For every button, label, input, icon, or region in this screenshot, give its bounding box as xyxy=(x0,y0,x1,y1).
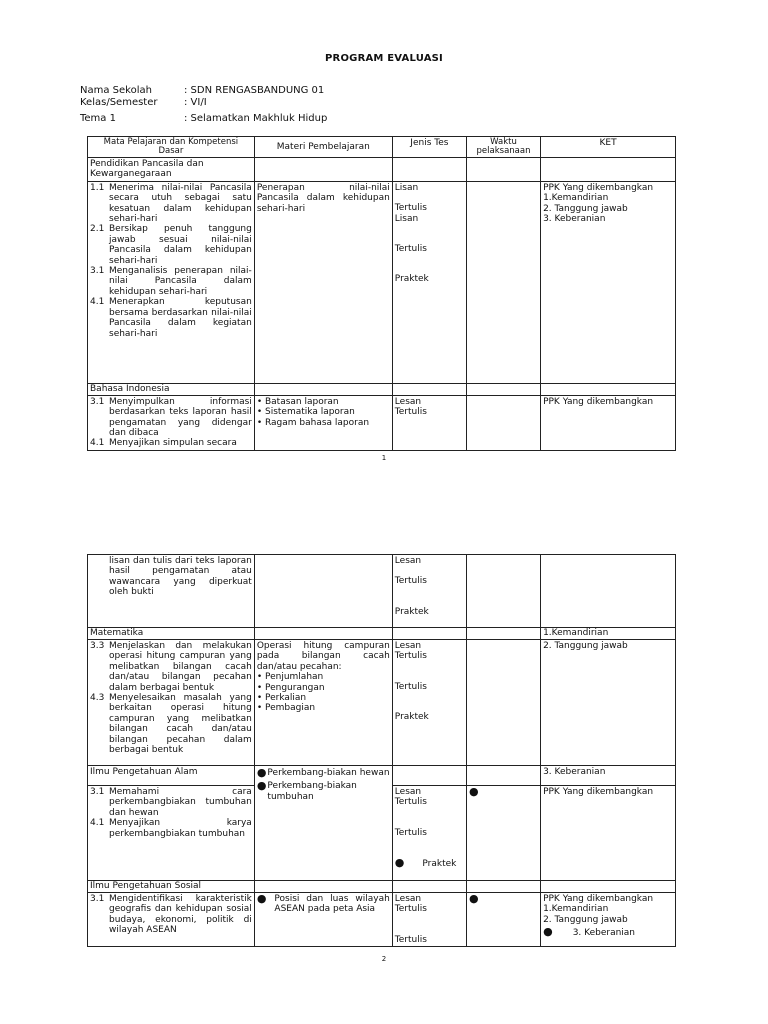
ket-ipa-top: 3. Keberanian xyxy=(541,766,676,786)
kd-cont-bindo xyxy=(88,555,255,628)
header-waktu: Waktu pelaksanaan xyxy=(466,137,540,158)
kd-item xyxy=(90,297,252,339)
jenis-item: Tertulis xyxy=(394,934,427,945)
subject-mtk: Matematika xyxy=(88,628,255,640)
materi-item: • Perkalian xyxy=(256,693,307,704)
cell-empty xyxy=(466,383,540,395)
materi-item: ● Posisi dan luas wilayah ASEAN pada peta Asia xyxy=(256,892,390,915)
jenis-ppkn xyxy=(392,181,466,383)
materi-intro: Operasi hitung campuran pada bilangan cacah dan/atau pecahan: xyxy=(256,641,390,672)
meta-theme xyxy=(80,113,327,124)
subject-ipa: Ilmu Pengetahuan Alam xyxy=(88,766,255,786)
materi-item: • Batasan laporan xyxy=(256,396,339,407)
materi-ips xyxy=(254,893,392,947)
waktu-ips xyxy=(466,893,540,947)
jenis-item: Lisan xyxy=(394,213,419,224)
page-number: 1 xyxy=(381,454,387,462)
kd-item xyxy=(90,818,252,839)
jenis-item: Praktek xyxy=(394,712,429,723)
jenis-item: ● Praktek xyxy=(394,856,457,870)
ket-mtk-top: 1.Kemandirian xyxy=(541,628,676,640)
jenis-ipa xyxy=(392,786,466,881)
ket-bindo: PPK Yang dikembangkan xyxy=(541,395,676,450)
waktu-ppkn xyxy=(466,181,540,383)
kd-text: Menyajikan simpulan secara xyxy=(109,438,237,449)
jenis-item: Praktek xyxy=(394,274,429,285)
header-mapel: Mata Pelajaran dan Kompetensi Dasar xyxy=(88,137,255,158)
ket-ppkn xyxy=(541,181,676,383)
cell-empty xyxy=(392,158,466,182)
meta-label: Tema 1 xyxy=(80,113,116,124)
subject-row-ppkn xyxy=(88,158,676,182)
subject-ips: Ilmu Pengetahuan Sosial xyxy=(88,881,255,893)
materi-item: • Penjumlahan xyxy=(256,672,324,683)
materi-mtk xyxy=(254,640,392,766)
kd-text: Memahami cara perkembangbiakan tumbuhan dan hewan xyxy=(109,787,252,818)
kd-item xyxy=(90,556,252,598)
kd-number: 4.1 xyxy=(90,297,105,308)
waktu-mtk xyxy=(466,640,540,766)
evaluation-table-page-2 xyxy=(87,554,676,947)
content-row-ips xyxy=(88,893,676,947)
kd-cell-ips xyxy=(88,893,255,947)
materi-ppkn: Penerapan nilai-nilai Pancasila dalam kehidupan sehari-hari xyxy=(254,181,392,383)
evaluation-table-page-1 xyxy=(87,136,676,451)
cell-empty xyxy=(254,158,392,182)
ket-item: 1.Kemandirian xyxy=(543,904,609,915)
jenis-item: Tertulis xyxy=(394,797,427,808)
meta-label: Nama Sekolah xyxy=(80,85,152,96)
kd-item xyxy=(90,397,252,439)
cell-empty xyxy=(466,158,540,182)
materi-item: • Ragam bahasa laporan xyxy=(256,417,370,428)
cell-empty xyxy=(254,383,392,395)
jenis-item: Lisan xyxy=(394,182,419,193)
ket-item: 1.Kemandirian xyxy=(543,193,609,204)
jenis-item: Tertulis xyxy=(394,203,427,214)
jenis-ips xyxy=(392,893,466,947)
subject-bindo: Bahasa Indonesia xyxy=(88,383,255,395)
ket-mtk: 2. Tanggung jawab xyxy=(541,640,676,766)
cell-empty xyxy=(392,383,466,395)
kd-cell-mtk xyxy=(88,640,255,766)
jenis-item: Tertulis xyxy=(394,827,427,838)
jenis-bindo-p1 xyxy=(392,395,466,450)
meta-value: : VI/I xyxy=(184,97,207,108)
kd-number: 2.1 xyxy=(90,224,105,235)
content-row-mtk xyxy=(88,640,676,766)
jenis-mtk xyxy=(392,640,466,766)
kd-item xyxy=(90,894,252,936)
kd-number: 4.1 xyxy=(90,438,105,449)
kd-item xyxy=(90,641,252,693)
bullet-icon: ● xyxy=(543,925,553,939)
jenis-item: Tertulis xyxy=(394,244,427,255)
cell-empty xyxy=(466,881,540,893)
kd-number: 4.3 xyxy=(90,693,105,704)
jenis-item: Lesan xyxy=(394,556,422,566)
header-jenis: Jenis Tes xyxy=(392,137,466,158)
jenis-item: Tertulis xyxy=(394,681,427,692)
content-row-ppkn xyxy=(88,181,676,383)
subject-row-ipa xyxy=(88,766,676,786)
meta-value: : SDN RENGASBANDUNG 01 xyxy=(184,85,325,96)
kd-text: Menyelesaikan masalah yang berkaitan operasi hitung campuran yang melibatkan bilangan cacah dan/atau bilangan pecahan dalam berbagai bentuk xyxy=(109,693,252,756)
jenis-item: Lesan xyxy=(394,787,422,797)
kd-cell-ppkn xyxy=(88,181,255,383)
header-materi: Materi Pembelajaran xyxy=(254,137,392,158)
cell-empty xyxy=(541,383,676,395)
kd-number: 4.1 xyxy=(90,818,105,829)
jenis-bindo-p2 xyxy=(392,555,466,628)
ket-item: PPK Yang dikembangkan xyxy=(543,182,654,193)
kd-item xyxy=(90,183,252,225)
bullet-icon: ● xyxy=(468,785,479,798)
cell-empty xyxy=(254,881,392,893)
jenis-item: Tertulis xyxy=(394,576,427,587)
kd-text: Menganalisis penerapan nilai-nilai Pancasila dalam kehidupan sehari-hari xyxy=(109,266,252,297)
kd-item xyxy=(90,224,252,266)
kd-text: Mengidentifikasi karakteristik geografis dan kehidupan sosial budaya, ekonomi, politik di wilayah ASEAN xyxy=(109,894,252,936)
kd-item xyxy=(90,787,252,818)
content-row-bindo-cont xyxy=(88,555,676,628)
materi-item: ● Perkembang-biakan tumbuhan xyxy=(256,779,357,802)
ket-ips xyxy=(541,893,676,947)
materi-item: • Pembagian xyxy=(256,703,316,714)
bullet-icon: ● xyxy=(468,892,479,905)
page-title: PROGRAM EVALUASI xyxy=(325,53,443,64)
subject-row-mtk xyxy=(88,628,676,640)
ket-item: 2. Tanggung jawab xyxy=(543,914,628,925)
waktu-bindo xyxy=(466,395,540,450)
cell-empty xyxy=(392,766,466,786)
cell-empty xyxy=(254,555,392,628)
header-row xyxy=(88,137,676,158)
kd-number: 3.1 xyxy=(90,894,105,904)
bullet-icon: ● xyxy=(256,779,267,793)
bullet-icon: ● xyxy=(256,892,267,905)
cell-empty xyxy=(541,158,676,182)
kd-text: Menerapkan keputusan bersama berdasarkan nilai-nilai Pancasila dalam kegiatan sehari-hari xyxy=(109,297,252,339)
jenis-item: Lesan xyxy=(394,396,422,407)
ket-ipa: PPK Yang dikembangkan xyxy=(541,786,676,881)
kd-number: 1.1 xyxy=(90,182,105,193)
cell-empty xyxy=(392,881,466,893)
kd-number: 3.1 xyxy=(90,266,105,277)
subject-row-ips xyxy=(88,881,676,893)
jenis-item: Tertulis xyxy=(394,651,427,662)
kd-text: lisan dan tulis dari teks laporan hasil pengamatan atau wawancara yang diperkuat oleh bukti xyxy=(109,556,252,598)
materi-item: • Sistematika laporan xyxy=(256,407,355,418)
kd-number: 3.3 xyxy=(90,641,105,651)
meta-class xyxy=(80,97,207,108)
jenis-item: Tertulis xyxy=(394,904,427,915)
kd-text: Menerima nilai-nilai Pancasila secara utuh sebagai satu kesatuan dalam kehidupan sehari-hari xyxy=(109,182,252,225)
materi-item: • Pengurangan xyxy=(256,682,325,693)
meta-label: Kelas/Semester xyxy=(80,97,158,108)
kd-number: 3.1 xyxy=(90,787,105,797)
kd-item xyxy=(90,438,252,448)
header-ket: KET xyxy=(541,137,676,158)
cell-empty xyxy=(466,766,540,786)
ket-item: ● 3. Keberanian xyxy=(543,925,636,939)
ket-item: PPK Yang dikembangkan xyxy=(543,894,654,904)
jenis-item: Lesan xyxy=(394,641,422,651)
materi-bindo xyxy=(254,395,392,450)
content-row-bindo xyxy=(88,395,676,450)
cell-empty xyxy=(466,628,540,640)
meta-value: : Selamatkan Makhluk Hidup xyxy=(184,113,328,124)
jenis-item: Praktek xyxy=(394,606,429,617)
kd-item xyxy=(90,693,252,755)
cell-empty xyxy=(254,628,392,640)
cell-empty xyxy=(392,628,466,640)
materi-item: ● Perkembang-biakan hewan xyxy=(256,766,390,779)
kd-cell-bindo xyxy=(88,395,255,450)
subject-row-bindo xyxy=(88,383,676,395)
kd-number: 3.1 xyxy=(90,396,105,407)
meta-school xyxy=(80,85,324,96)
kd-text: Menjelaskan dan melakukan operasi hitung campuran yang melibatkan bilangan cacah dan/atau bilangan pecahan dalam berbagai bentuk xyxy=(109,641,252,693)
bullet-icon: ● xyxy=(394,856,405,870)
bullet-icon: ● xyxy=(256,766,267,779)
page-number: 2 xyxy=(381,955,387,963)
jenis-item: Lesan xyxy=(394,894,422,904)
kd-item xyxy=(90,266,252,297)
materi-ipa xyxy=(254,766,392,881)
waktu-ipa xyxy=(466,786,540,881)
kd-text: Menyimpulkan informasi berdasarkan teks laporan hasil pengamatan yang didengar dan dibaca xyxy=(109,396,252,439)
cell-empty xyxy=(466,555,540,628)
kd-cell-ipa xyxy=(88,786,255,881)
cell-empty xyxy=(541,555,676,628)
cell-empty xyxy=(541,881,676,893)
ket-item: 3. Keberanian xyxy=(543,214,606,225)
jenis-item: Tertulis xyxy=(394,407,427,418)
kd-text: Bersikap penuh tanggung jawab sesuai nilai-nilai Pancasila dalam kehidupan sehari-hari xyxy=(109,224,252,266)
subject-ppkn: Pendidikan Pancasila dan Kewarganegaraan xyxy=(88,158,255,182)
kd-text: Menyajikan karya perkembangbiakan tumbuhan xyxy=(109,818,252,839)
ket-item: 2. Tanggung jawab xyxy=(543,203,628,214)
